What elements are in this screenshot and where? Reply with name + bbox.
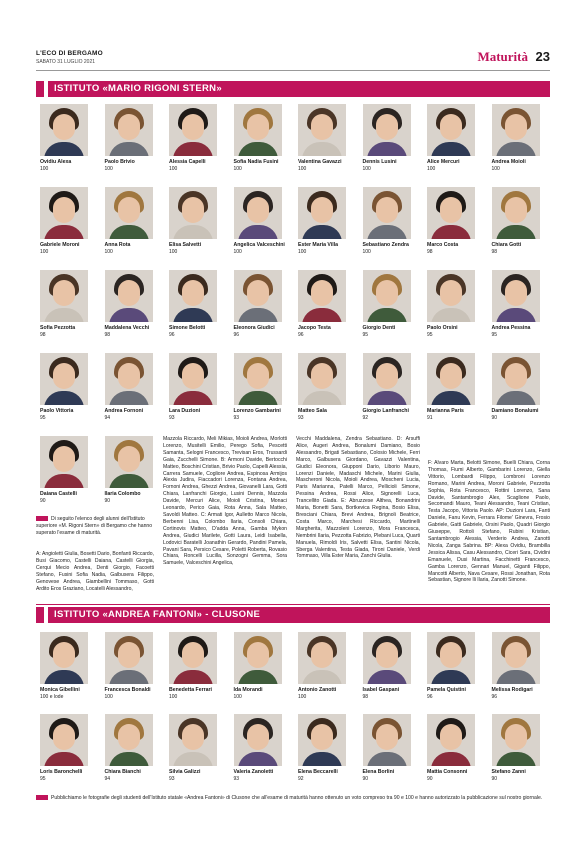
school2-student-card: [427, 714, 485, 782]
student-name: Valentina Gavazzi: [298, 159, 342, 165]
student-name: Daiana Castelli: [40, 491, 77, 497]
student-photo: [105, 353, 153, 405]
student-photo: [298, 270, 346, 322]
student-grade: 90: [104, 498, 111, 504]
student-photo: [492, 632, 540, 684]
student-grade: 96: [491, 694, 498, 700]
student-grade: 98: [491, 249, 498, 255]
student-grade: 100: [40, 249, 49, 255]
student-name: Stefano Zanni: [491, 769, 526, 775]
student-name: Simone Belotti: [169, 325, 206, 331]
header-rule: [36, 70, 550, 71]
student-photo: [234, 714, 282, 766]
student-grade: 100: [169, 694, 178, 700]
student-photo: [169, 714, 217, 766]
student-photo: [363, 353, 411, 405]
student-name: Elena Beccarelli: [298, 769, 338, 775]
student-photo: [234, 187, 282, 239]
student-name: Ida Morandi: [233, 687, 263, 693]
school1-student-card: [363, 104, 421, 172]
student-name: Benedetta Ferrari: [169, 687, 212, 693]
student-photo: [105, 436, 153, 488]
student-grade: 100: [362, 249, 371, 255]
student-grade: 91: [427, 415, 433, 421]
student-name: Giorgio Lanfranchi: [362, 408, 409, 414]
student-grade: 100: [491, 166, 500, 172]
student-grade: 100: [104, 166, 113, 172]
school1-student-card: [298, 353, 356, 421]
school1-list-col1: A: Angioletti Giulia, Bosetti Dario, Bonfanti Riccardo, Busi Giacomo, Castelli Daiana, Castelli Giorgia, Cerqui Mecio Andrea, Denti Giorgio, Facoetti Stefano, Fusini Sofia Nadia, Galbusera Filippo, Genovese Andrea, Giambellini Tommaso, Gotti Ardito Eros Graziano, Locatelli Alessandro,: [36, 551, 154, 592]
school2-student-card: [105, 714, 163, 782]
school2-title: ISTITUTO «ANDREA FANTONI» - CLUSONE: [54, 609, 261, 620]
school2-student-card: [169, 714, 227, 782]
school1-student-card: [363, 353, 421, 421]
student-grade: 96: [298, 332, 304, 338]
school1-student-card: [169, 104, 227, 172]
school1-student-card: [363, 270, 421, 338]
school1-student-card: [234, 187, 292, 255]
student-photo: [234, 104, 282, 156]
school1-list-col3: Vecchi Maddalena, Zendra Sebastiano. D: Arsuffi Alice, Augeri Andrea, Bonalumi Damiano, Bosio Alessandro, Brigati Sebastiano, Colosio Michele, Ferri Marco, Galbusera Giordano, Gavazzi Valentina, Giudici Eleonora, Giupponi Dario, Liborio Mauro, Lorenzi Daniele, Madaschi Michele, Marini Giulia, Mascheroni Nicola, Moioli Andrea, Moscheni Lucia, Paris Marianna, Patelli Marco, Pellicioli Simone, Pessina Andrea, Rossi Alice, Signorelli Luca, Trancellito Giada. E: Abruzzese Althea, Bonandrini Maria, Bonetti Sara, Bortkevica Regina, Bosio Elisa, Bresciani Chiara, Brevi Andrea, Brignoli Beatrice, Costa Marco, Marchesi Riccardo, Martinelli Margherita, Mazzoleni Lorenzo, Mora Francesca, Nembrini Ilaria, Pezzotta Fabrizio, Plebani Luca, Quarti Manuela, Rimoldi Iris, Salvetti Elisa, Santini Nicola, Sberga Valentina, Testa Giada, Tironi Daniele, Verdi Tommaso, Villa Ester Maria, Zanchi Giulia.: [296, 436, 421, 560]
student-grade: 93: [233, 415, 240, 421]
school1-student-card: [492, 104, 550, 172]
student-name: Sebastiano Zendra: [362, 242, 409, 248]
school2-student-card: [492, 632, 550, 700]
student-photo: [234, 353, 282, 405]
school1-student-card: [105, 270, 163, 338]
student-grade: 96: [169, 332, 175, 338]
student-photo: [169, 104, 217, 156]
student-photo: [105, 270, 153, 322]
school1-student-card: [169, 187, 227, 255]
school1-student-card: [492, 270, 550, 338]
student-grade: 100: [298, 166, 307, 172]
student-photo: [492, 353, 540, 405]
student-grade: 100: [233, 694, 242, 700]
school1-student-card: [298, 187, 356, 255]
school2-student-card: [427, 632, 485, 700]
school1-student-card: [298, 270, 356, 338]
student-photo: [492, 187, 540, 239]
student-name: Lorenzo Gambarini: [233, 408, 281, 414]
school1-student-card: [40, 104, 98, 172]
page-number: 23: [535, 49, 550, 64]
student-grade: 100: [298, 249, 307, 255]
school1-student-card: [234, 104, 292, 172]
student-name: Matteo Sala: [298, 408, 327, 414]
student-photo: [363, 632, 411, 684]
student-grade: 98: [427, 249, 433, 255]
school1-student-card: [492, 353, 550, 421]
student-photo: [427, 270, 475, 322]
school2-student-card: [40, 714, 98, 782]
student-photo: [298, 104, 346, 156]
student-grade: 92: [298, 776, 304, 782]
section-title: Maturità: [477, 49, 528, 64]
student-photo: [40, 436, 88, 488]
student-photo: [427, 104, 475, 156]
school2-student-card: [492, 714, 550, 782]
student-name: Sofia Pezzotta: [40, 325, 76, 331]
school1-title: ISTITUTO «MARIO RIGONI STERN»: [54, 83, 222, 94]
student-photo: [363, 714, 411, 766]
student-name: Marianna Paris: [427, 408, 464, 414]
student-photo: [40, 104, 88, 156]
school1-student-card: [105, 187, 163, 255]
student-name: Chiara Bianchi: [104, 769, 141, 775]
school2-student-card: [363, 714, 421, 782]
school2-student-card: [298, 632, 356, 700]
student-photo: [105, 632, 153, 684]
student-grade: 96: [233, 332, 240, 338]
student-name: Loris Baronchelli: [40, 769, 83, 775]
school1-student-card: [40, 187, 98, 255]
student-photo: [40, 632, 88, 684]
student-name: Melissa Rodigari: [491, 687, 533, 693]
school1-student-card: [169, 353, 227, 421]
student-name: Paolo Vittoria: [40, 408, 74, 414]
student-photo: [427, 632, 475, 684]
student-name: Chiara Gotti: [491, 242, 522, 248]
student-photo: [40, 714, 88, 766]
student-name: Dennis Lusini: [362, 159, 397, 165]
student-photo: [492, 104, 540, 156]
student-grade: 100: [427, 166, 436, 172]
student-grade: 94: [104, 776, 111, 782]
student-grade: 100: [40, 166, 49, 172]
school1-student-card: [40, 270, 98, 338]
section-divider: [36, 604, 550, 605]
student-photo: [234, 270, 282, 322]
student-name: Paolo Orsini: [427, 325, 458, 331]
student-name: Francesca Bonaldi: [104, 687, 151, 693]
student-name: Silvia Galizzi: [169, 769, 201, 775]
school1-student-card: [234, 353, 292, 421]
student-photo: [40, 187, 88, 239]
student-grade: 100: [169, 249, 178, 255]
school2-student-card: [363, 632, 421, 700]
student-name: Ovidiu Alexa: [40, 159, 72, 165]
student-grade: 93: [169, 415, 175, 421]
school2-banner: [36, 607, 550, 623]
student-name: Monica Gibellini: [40, 687, 80, 693]
student-photo: [234, 632, 282, 684]
student-grade: 100: [362, 166, 371, 172]
student-photo: [169, 270, 217, 322]
school2-student-card: [105, 632, 163, 700]
student-name: Lara Duzioni: [169, 408, 201, 414]
school1-student-card: [492, 187, 550, 255]
student-grade: 100 e lode: [40, 694, 64, 700]
student-photo: [298, 632, 346, 684]
issue-date: SABATO 31 LUGLIO 2021: [36, 59, 96, 65]
student-grade: 98: [362, 694, 369, 700]
student-photo: [105, 187, 153, 239]
student-grade: 93: [298, 415, 304, 421]
student-grade: 95: [427, 332, 433, 338]
school1-student-card: [105, 104, 163, 172]
student-photo: [363, 270, 411, 322]
student-grade: 95: [491, 332, 498, 338]
school1-student-card: [427, 353, 485, 421]
school2-note: Pubblichiamo le fotografie degli studenti dell'Istituto statale «Andrea Fantoni» di Clusone che all'esame di maturità hanno ottenuto un voto compreso tra 90 e 100 e hanno autorizzato la pubblicazione sul nostro giornale.: [36, 795, 550, 802]
student-photo: [169, 353, 217, 405]
student-photo: [298, 353, 346, 405]
school1-student-card: [427, 187, 485, 255]
school2-student-card: [169, 632, 227, 700]
student-photo: [40, 270, 88, 322]
student-grade: 96: [427, 694, 433, 700]
student-grade: 98: [104, 332, 111, 338]
school2-student-card: [234, 632, 292, 700]
student-grade: 100: [104, 694, 113, 700]
student-photo: [427, 353, 475, 405]
student-name: Antonio Zanotti: [298, 687, 337, 693]
student-photo: [298, 187, 346, 239]
student-name: Paolo Brivio: [104, 159, 135, 165]
school1-student-card: [105, 436, 163, 504]
student-name: Elisa Salvetti: [169, 242, 202, 248]
school2-student-card: [298, 714, 356, 782]
student-name: Marco Costa: [427, 242, 459, 248]
student-grade: 92: [362, 415, 369, 421]
student-photo: [105, 714, 153, 766]
student-name: Eleonora Giudici: [233, 325, 275, 331]
student-name: Anna Rota: [104, 242, 131, 248]
page-header: [36, 48, 550, 70]
student-name: Andrea Fornoni: [104, 408, 144, 414]
student-name: Ilaria Colombo: [104, 491, 141, 497]
school1-student-card: [105, 353, 163, 421]
student-grade: 95: [362, 332, 369, 338]
student-name: Alessia Capelli: [169, 159, 206, 165]
student-name: Angelica Valceschini: [233, 242, 285, 248]
school1-list-col4: F: Alvaro Marta, Belotti Simone, Buelli Chiara, Corna Thomas, Fiumi Alberto, Gambarini Lorenzo, Giella Vittorio, Lombardi Filippo, Lombroni Lorenzo Romano, Marini Andrea, Moroni Gabriele, Pezzotta Sophia, Rota Francesco, Rottini Lorenzo, Sana Davide, Santambrogio Alex, Scaglione Paolo, Secomandi Mauro, Teani Alessandro, Teani Cristian, Testa Jacopo, Vittoria Paolo. AP: Duzioni Lara, Fanti Daniele, Fanu Kevin, Ferrara Filome' Ginevra, Frosio Gabriele, Gatti Gabriele, Orsini Paolo, Quadri Giorgio Giuseppe, Rottoli Stefano, Rubini Kristian, Santambrogio Alessia, Verderio Andrea, Zanotti Nicola, Zanga Sabrina. BP: Alexa Ovidiu, Brambilla Jessica Alissa, Casu Alessandro, Ciceri Sara, Cividini Emanuele, Dusi Martina, Facchinetti Francesco, Gamba Lorenzo, Gennari Manuel, Giganti Filippo, Mancotti Alberto, Nava Cesare, Rossi Jonathan, Rota Sebastian, Signore lli Ilaria, Zanotti Simone.: [428, 460, 550, 584]
school1-student-card: [234, 270, 292, 338]
student-photo: [427, 187, 475, 239]
student-name: Jacopo Testa: [298, 325, 331, 331]
student-grade: 93: [169, 776, 175, 782]
student-grade: 93: [233, 776, 240, 782]
student-name: Giorgio Denti: [362, 325, 396, 331]
student-photo: [363, 187, 411, 239]
student-grade: 90: [427, 776, 433, 782]
student-grade: 94: [104, 415, 111, 421]
student-name: Andrea Pessina: [491, 325, 531, 331]
student-photo: [169, 632, 217, 684]
student-photo: [105, 104, 153, 156]
student-photo: [169, 187, 217, 239]
student-name: Andrea Moioli: [491, 159, 526, 165]
school1-student-card: [363, 187, 421, 255]
student-grade: 100: [169, 166, 178, 172]
student-grade: 100: [233, 249, 242, 255]
student-name: Elena Borlini: [362, 769, 395, 775]
school2-student-card: [40, 632, 98, 700]
newspaper-name: L'ECO DI BERGAMO: [36, 50, 103, 57]
student-name: Gabriele Moroni: [40, 242, 80, 248]
school1-student-card: [427, 270, 485, 338]
student-grade: 95: [40, 776, 46, 782]
student-photo: [427, 714, 475, 766]
student-grade: 98: [40, 332, 46, 338]
student-name: Valeria Zanoletti: [233, 769, 274, 775]
student-photo: [363, 104, 411, 156]
student-photo: [40, 353, 88, 405]
school1-student-card: [169, 270, 227, 338]
school1-list-col2: Mazzola Riccardo, Meli Mikias, Moioli Andrea, Morlotti Lorenzo, Musitelli Emilio, Perego Sofia, Pescetti Samanta, Selogni Francesco, Trevisan Eros, Trussardi Gaia, Zucchelli Simone. B: Armoni Davide, Bertocchi Matteo, Boschini Cristian, Brivio Paolo, Capelli Alessia, Carrera Samuele, Cogliore Andrea, Espinosa Armijos Alexia Judira, Fiaccadori Lorenza, Fontana Andrea, Fornoni Andrea, Ghezzi Andrea, Giovanelli Lara, Gotti Chiara, Lanfranchi Giorgio, Lusini Dennis, Mazzola Davide, Mercuri Alice, Moioli Cristina, Monaci Leonardo, Perico Gaia, Rota Anna, Sala Matteo, Savoldi Matteo. C: Armati Igor, Aulletto Marco Nicola, Berbenni Lisa, Colombo Ilaria, Consoli Chiara, Cortinovis Matteo, D'adda Anna, Gamba Mykon Andrea, Giudici Marilete, Gotti Laura, Leidi Isabella, Lodovici Baratelli Joanathin Gerardo, Pandini Pamela, Pavani Sara, Persico Cesare, Poletti Roberta, Rovasio Chiara, Roncelli Lucilla, Sonzogni Gemma, Sora Samuele, Valceschini Angelica,: [163, 436, 287, 567]
student-photo: [298, 714, 346, 766]
school1-intro-note: Di seguito l'elenco degli alunni dell'Istituto superiore «M. Rigoni Stern» di Bergamo che hanno superato l'esame di maturità.: [36, 516, 153, 536]
student-name: Sofia Nadia Fusini: [233, 159, 279, 165]
school1-student-card: [427, 104, 485, 172]
school1-banner: [36, 81, 550, 97]
school2-student-card: [234, 714, 292, 782]
school1-student-card: [40, 353, 98, 421]
student-name: Damiano Bonalumi: [491, 408, 539, 414]
student-grade: 100: [233, 166, 242, 172]
student-name: Isabel Gaspani: [362, 687, 400, 693]
student-grade: 100: [104, 249, 113, 255]
student-grade: 90: [491, 776, 498, 782]
school1-student-card: [40, 436, 98, 504]
student-grade: 100: [298, 694, 307, 700]
student-name: Ester Maria Villa: [298, 242, 338, 248]
student-name: Mattia Consonni: [427, 769, 468, 775]
student-name: Pamela Quistini: [427, 687, 466, 693]
student-photo: [492, 270, 540, 322]
student-name: Alice Mercuri: [427, 159, 460, 165]
student-grade: 90: [491, 415, 498, 421]
student-grade: 90: [362, 776, 369, 782]
student-grade: 90: [40, 498, 46, 504]
student-photo: [492, 714, 540, 766]
student-name: Maddalena Vecchi: [104, 325, 150, 331]
school1-student-card: [298, 104, 356, 172]
student-grade: 95: [40, 415, 46, 421]
